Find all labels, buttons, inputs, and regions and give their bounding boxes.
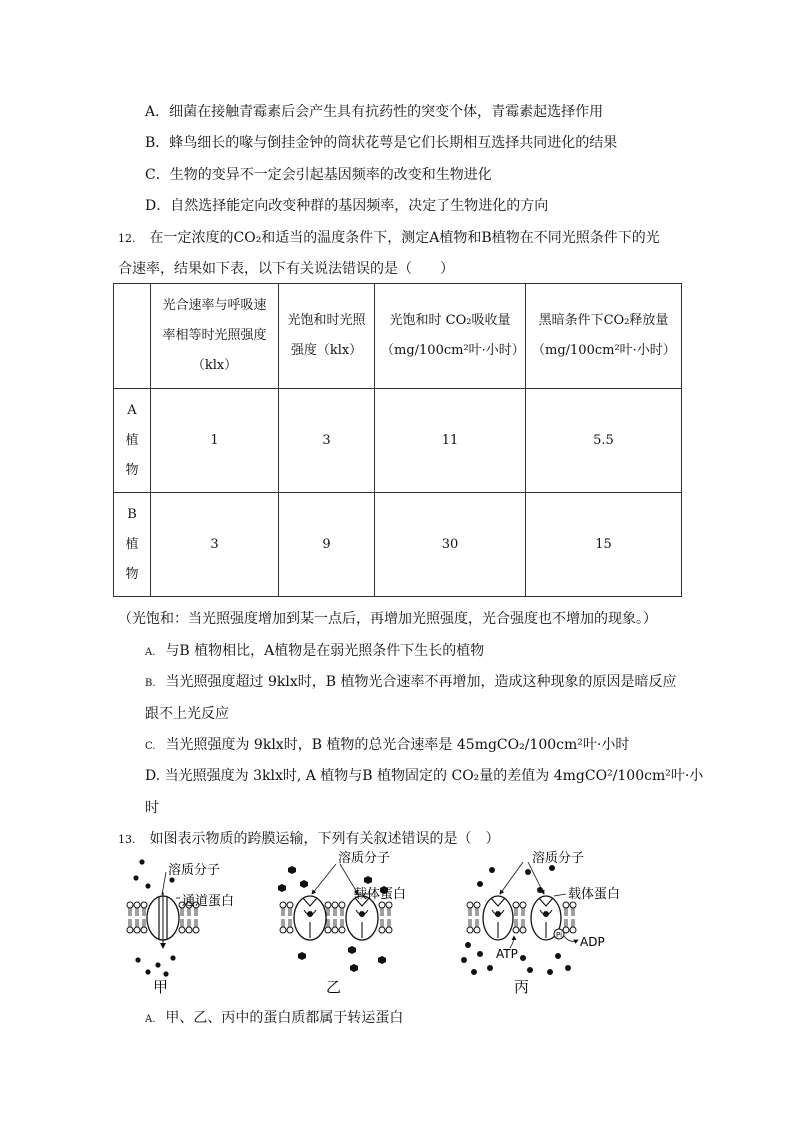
table-cell: 1 <box>151 389 279 493</box>
table-header-cell: 光饱和时光照强度（klx） <box>279 284 375 389</box>
q13-stem-text: 如图表示物质的跨膜运输，下列有关叙述错误的是（ ） <box>149 831 500 847</box>
q12-option-b <box>145 673 676 693</box>
channel-protein-label: 通道蛋白 <box>182 894 235 909</box>
q12-option-d-cont: 时 <box>145 800 159 816</box>
table-cell: 3 <box>279 389 375 493</box>
option-letter: C. <box>145 741 156 752</box>
row-label-char: 物 <box>125 462 139 478</box>
table-cell: 11 <box>375 389 526 493</box>
q12-data-table <box>113 283 682 597</box>
table-cell: 5.5 <box>526 389 682 493</box>
q11-option-a: A．细菌在接触青霉素后会产生具有抗药性的突变个体，青霉素起选择作用 <box>145 104 604 120</box>
option-text: 与B 植物相比，A植物是在弱光照条件下生长的植物 <box>165 643 485 659</box>
solute-label: 溶质分子 <box>168 863 221 878</box>
q12-option-d: D. 当光照强度为 3klx时, A 植物与B 植物固定的 CO₂量的差值为 4mgCO²/100cm²叶·小 <box>145 768 704 784</box>
option-text: 当光照强度超过 9klx时，B 植物光合速率不再增加，造成这种现象的原因是暗反应 <box>165 674 677 690</box>
q13-number: 13. <box>118 833 136 846</box>
option-letter: A. <box>145 1014 156 1025</box>
solute-label: 溶质分子 <box>532 851 585 866</box>
option-text: 当光照强度为 9klx时，B 植物的总光合速率是 45mgCO₂/100cm²叶·小时 <box>165 737 630 753</box>
table-row <box>114 389 682 493</box>
q11-option-b: B．蜂鸟细长的喙与倒挂金钟的筒状花萼是它们长期相互选择共同进化的结果 <box>145 135 618 151</box>
option-text: 甲、乙、丙中的蛋白质都属于转运蛋白 <box>165 1010 404 1026</box>
table-header-row <box>114 284 682 389</box>
row-label-char: 植 <box>125 432 139 448</box>
row-label-char: 植 <box>125 536 139 552</box>
q12-option-a <box>145 642 484 662</box>
panel-bing <box>461 850 620 996</box>
table-header-cell <box>114 284 151 389</box>
option-letter: B. <box>145 678 156 689</box>
phosphate-label: Pi <box>556 931 563 939</box>
solute-label: 溶质分子 <box>338 851 391 866</box>
q12-stem-line2: 合速率，结果如下表，以下有关说法错误的是（ ） <box>118 261 454 277</box>
table-header-cell: 光合速率与呼吸速率相等时光照强度（klx） <box>151 284 279 389</box>
row-label-a <box>114 389 151 493</box>
panel-jia <box>127 859 234 996</box>
table-cell: 15 <box>526 493 682 597</box>
adp-arrow <box>564 936 578 941</box>
panel-yi <box>278 850 406 996</box>
adp-label: ADP <box>580 935 605 949</box>
q13-option-a <box>145 1009 403 1029</box>
row-label-char: A <box>127 402 137 418</box>
carrier-protein-label: 载体蛋白 <box>354 887 407 902</box>
q12-option-c <box>145 736 629 756</box>
atp-label: ATP <box>496 947 518 961</box>
table-header-cell: 黑暗条件下CO₂释放量（mg/100cm²叶·小时） <box>526 284 682 389</box>
q11-option-d: D．自然选择能定向改变种群的基因频率，决定了生物进化的方向 <box>145 198 549 214</box>
q12-option-b-cont: 跟不上光反应 <box>145 706 229 722</box>
q11-option-c: C．生物的变异不一定会引起基因频率的改变和生物进化 <box>145 167 492 183</box>
table-cell: 30 <box>375 493 526 597</box>
q12-number: 12. <box>118 232 136 245</box>
table-row <box>114 493 682 597</box>
carrier-protein-label: 载体蛋白 <box>568 887 621 902</box>
table-cell: 3 <box>151 493 279 597</box>
row-label-char: 物 <box>125 566 139 582</box>
membrane-transport-diagram <box>118 850 658 1000</box>
caption-jia: 甲 <box>153 978 169 996</box>
caption-yi: 乙 <box>326 978 342 996</box>
option-letter: A. <box>145 647 156 658</box>
q12-stem-line1 <box>118 229 660 248</box>
caption-bing: 丙 <box>514 978 530 996</box>
q12-stem-text: 在一定浓度的CO₂和适当的温度条件下，测定A植物和B植物在不同光照条件下的光 <box>149 230 660 246</box>
row-label-b <box>114 493 151 597</box>
q13-stem <box>118 830 500 849</box>
table-cell: 9 <box>279 493 375 597</box>
row-label-char: B <box>127 506 137 522</box>
q12-note: （光饱和：当光照强度增加到某一点后，再增加光照强度，光合强度也不增加的现象。） <box>118 611 657 627</box>
table-header-cell: 光饱和时 CO₂吸收量（mg/100cm²叶·小时） <box>375 284 526 389</box>
